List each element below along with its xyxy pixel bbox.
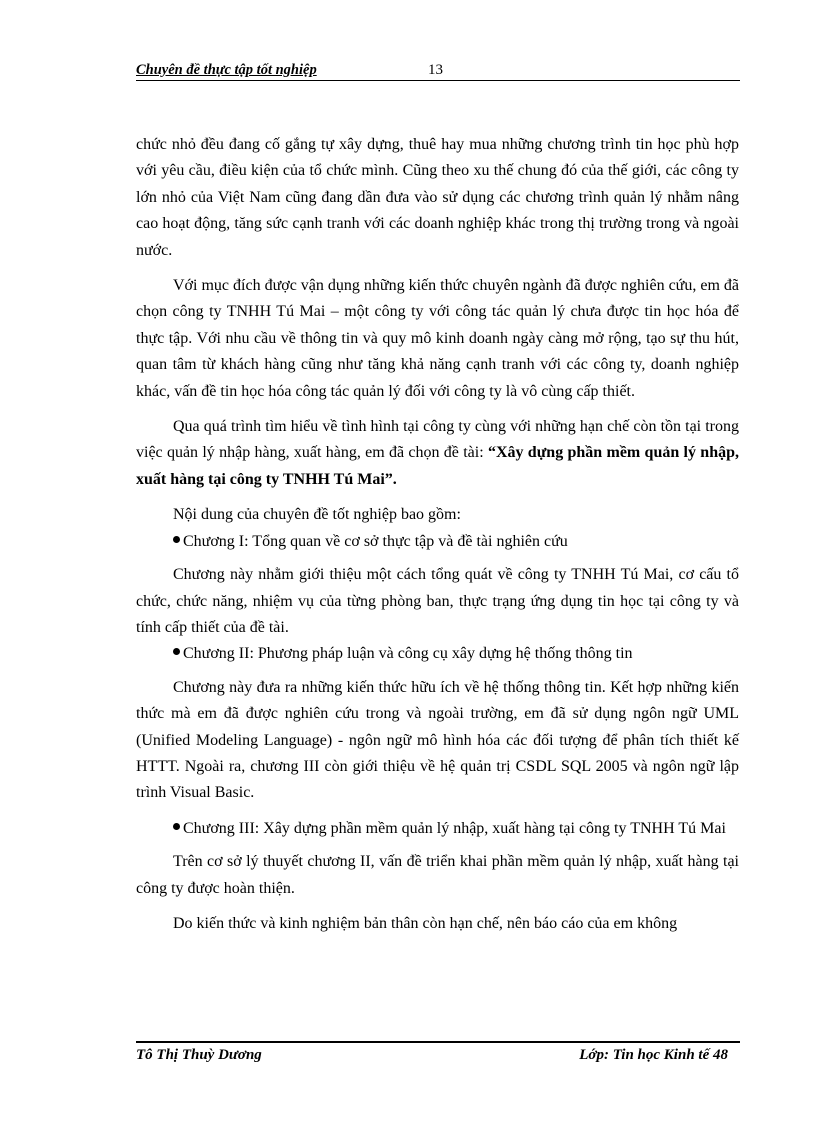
topic-lead-text: Qua quá trình tìm hiểu về tình hình tại công ty cùng với những hạn chế còn tồn tại trong việc quản lý nhập hàng, xuất hàng, em đã chọn đề tài: [136,418,739,462]
header-divider [136,80,740,81]
paragraph-chapter-2-desc: Chương này đưa ra những kiến thức hữu ích về hệ thống thông tin. Kết hợp những kiến thức mà em đã được nghiên cứu trong và ngoài trường, em đã sử dụng ngôn ngữ UML (Unified Modeling Language) - ngôn ngữ mô hình hóa các đối tượng để phân tích thiết kế HTTT. Ngoài ra, chương III còn giới thiệu về hệ quản trị CSDL SQL 2005 và ngôn ngữ lập trình Visual Basic. [136,678,739,802]
paragraph-intro-continued: chức nhỏ đều đang cố gắng tự xây dựng, thuê hay mua những chương trình tin học phù hợp với yêu cầu, điều kiện của tổ chức mình. Cũng theo xu thế chung đó của thế giới, các công ty lớn nhỏ của Việt Nam cũng đang dần đưa vào sử dụng các chương trình quản lý nhằm nâng cao hoạt động, tăng sức cạnh tranh với các doanh nghiệp khác trong thị trường trong và ngoài nước. [136,136,739,259]
list-item-chapter-3 [136,816,739,842]
paragraph-contents-intro: Nội dung của chuyên đề tốt nghiệp bao gồm: [173,506,461,524]
footer-divider [136,1041,740,1043]
paragraph-topic [136,414,739,493]
paragraph-chapter-3-desc: Trên cơ sở lý thuyết chương II, vấn đề triển khai phần mềm quản lý nhập, xuất hàng tại công ty được hoàn thiện. [136,853,739,897]
bullet-icon [173,536,180,543]
page-body [136,132,739,937]
list-item-chapter-2 [136,641,739,667]
footer-author: Tô Thị Thuỳ Dương [136,1047,262,1063]
chapter-2-title: Chương II: Phương pháp luận và công cụ xây dựng hệ thống thông tin [183,645,633,663]
topic-title: “Xây dựng phần mềm quản lý nhập, xuất hàng tại công ty TNHH Tú Mai”. [136,444,739,488]
chapter-3-title: Chương III: Xây dựng phần mềm quản lý nhập, xuất hàng tại công ty TNHH Tú Mai [183,819,726,837]
page-number: 13 [428,62,443,78]
bullet-icon [173,648,180,655]
list-item-chapter-1 [136,529,739,555]
chapter-1-title: Chương I: Tổng quan về cơ sở thực tập và đề tài nghiên cứu [183,532,568,550]
paragraph-chapter-1-desc: Chương này nhằm giới thiệu một cách tổng quát về công ty TNHH Tú Mai, cơ cấu tổ chức, chức năng, nhiệm vụ của từng phòng ban, thực trạng ứng dụng tin học tại công ty và tính cấp thiết của đề tài. [136,566,739,636]
bullet-icon [173,823,180,830]
header-title: Chuyên đề thực tập tốt nghiệp [136,62,317,78]
paragraph-purpose: Với mục đích được vận dụng những kiến thức chuyên ngành đã được nghiên cứu, em đã chọn công ty TNHH Tú Mai – một công ty với công tác quản lý chưa được tin học hóa để thực tập. Với nhu cầu về thông tin và quy mô kinh doanh ngày càng mở rộng, tạo sự thu hút, quan tâm từ khách hàng cũng như tăng khả năng cạnh tranh với các công ty, doanh nghiệp khác, vấn đề tin học hóa công tác quản lý đối với công ty là vô cùng cấp thiết. [136,277,739,400]
page-header [136,58,740,82]
footer-class: Lớp: Tin học Kinh tế 48 [579,1047,728,1063]
paragraph-closing: Do kiến thức và kinh nghiệm bản thân còn hạn chế, nên báo cáo của em không [173,914,678,932]
